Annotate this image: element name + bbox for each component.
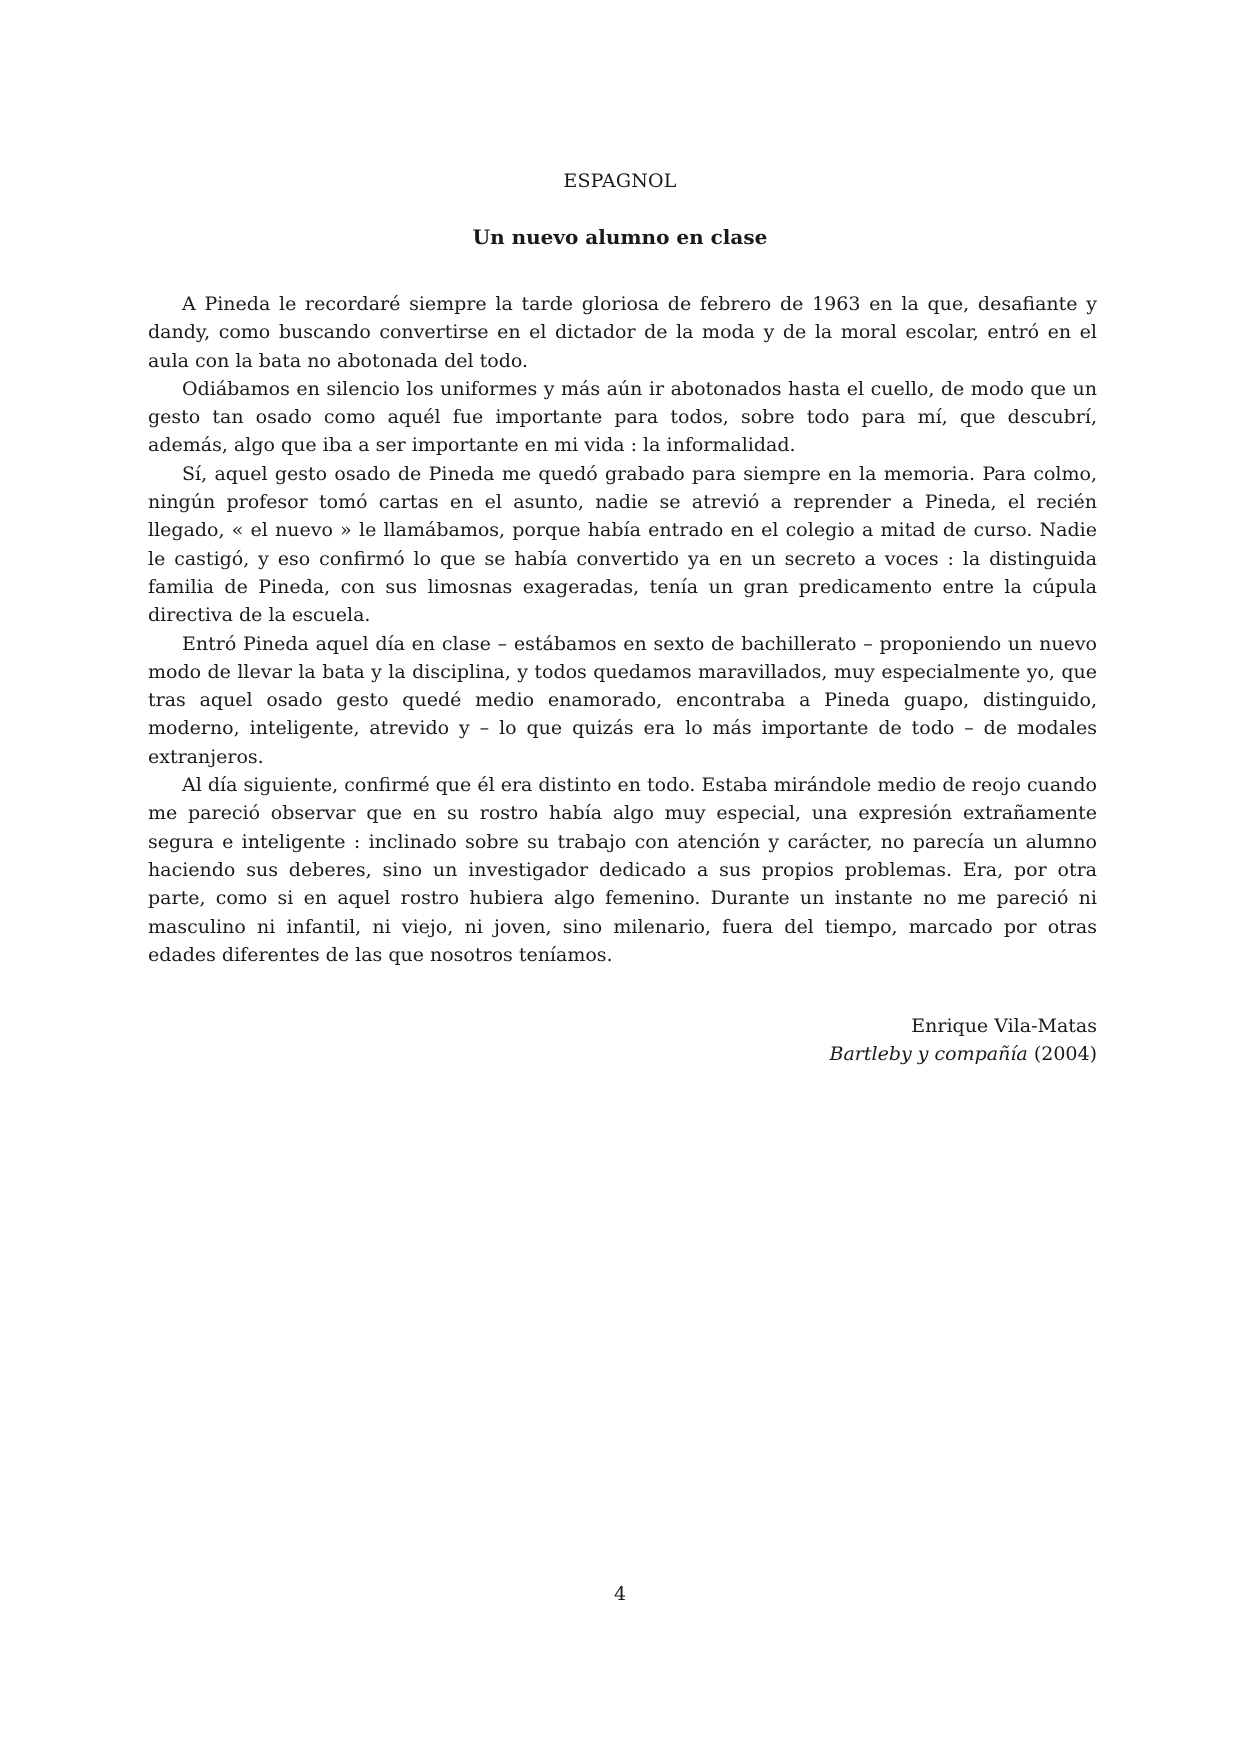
publication-year: (2004) — [1033, 1043, 1097, 1066]
paragraph: A Pineda le recordaré siempre la tarde gloriosa de febrero de 1963 en la que, desafiante y dandy, como buscando convertirse en el dictador de la moda y de la moral escolar, entró en el aula con la bata no abotonada del todo. — [148, 293, 1097, 372]
page-title: Un nuevo alumno en clase — [472, 225, 768, 249]
work-title: Bartleby y compañía — [829, 1043, 1028, 1066]
paragraph: Entró Pineda aquel día en clase – estábamos en sexto de bachillerato – proponiendo un nuevo modo de llevar la bata y la disciplina, y todos quedamos maravillados, muy especialmente yo, que tras aquel osado gesto quedé medio enamorado, encontraba a Pineda guapo, distinguido, moderno, inteligente, atrevido y – lo que quizás era lo más importante de todo – de modales extranjeros. — [148, 632, 1097, 768]
paragraph: Sí, aquel gesto osado de Pineda me quedó grabado para siempre en la memoria. Para colmo, ningún profesor tomó cartas en el asunto, nadie se atrevió a reprender a Pineda, el recién llegado, « el nuevo » le llamábamos, porque había entrado en el colegio a mitad de curso. Nadie le castigó, y eso confirmó lo que se había convertido ya en un secreto a voces : la distinguida familia de Pineda, con sus limosnas exageradas, tenía un gran predicamento entre la cúpula directiva de la escuela. — [148, 462, 1097, 627]
attribution — [829, 1012, 1097, 1069]
author-name: Enrique Vila-Matas — [911, 1015, 1097, 1037]
body-text — [148, 290, 1097, 969]
page-number: 4 — [613, 1583, 627, 1605]
paragraph: Odiábamos en silencio los uniformes y más aún ir abotonados hasta el cuello, de modo que un gesto tan osado como aquél fue importante para todos, sobre todo para mí, que descubrí, además, algo que iba a ser importante en mi vida : la informalidad. — [148, 377, 1097, 457]
paragraph: Al día siguiente, confirmé que él era distinto en todo. Estaba mirándole medio de reojo cuando me pareció observar que en su rostro había algo muy especial, una expresión extrañamente segura e inteligente : inclinado sobre su trabajo con atención y carácter, no parecía un alumno haciendo sus deberes, sino un investigador dedicado a sus propios problemas. Era, por otra parte, como si en aquel rostro hubiera algo femenino. Durante un instante no me pareció ni masculino ni infantil, ni viejo, ni joven, sino milenario, fuera del tiempo, marcado por otras edades diferentes de las que nosotros teníamos. — [148, 774, 1097, 966]
subject-heading: ESPAGNOL — [563, 170, 677, 192]
source-citation — [829, 1040, 1097, 1068]
